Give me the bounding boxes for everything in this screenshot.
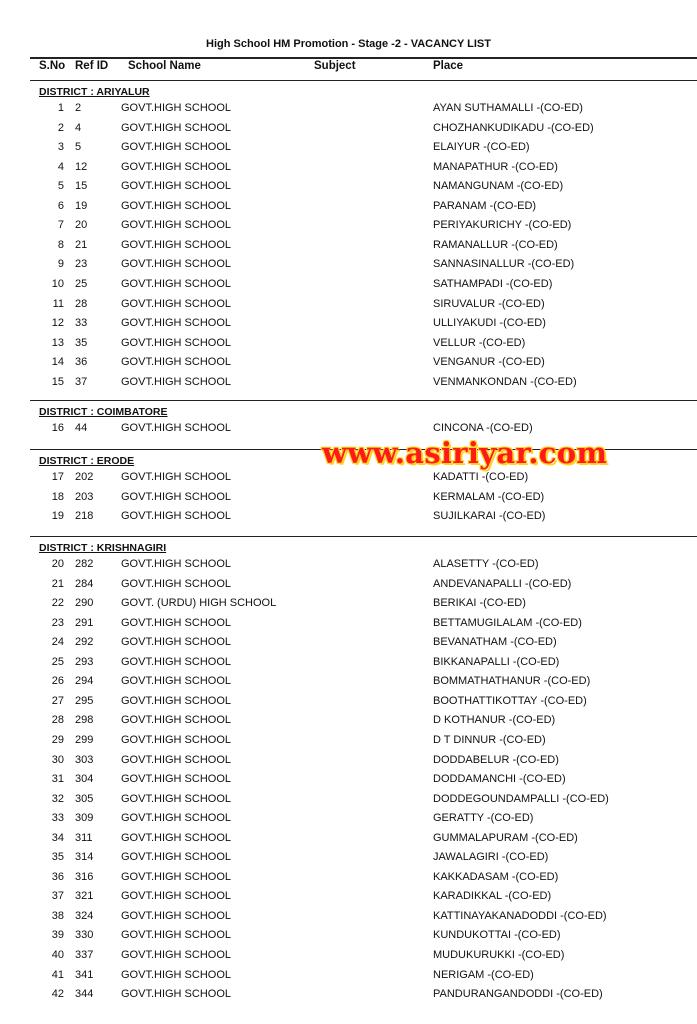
- table-row: [0, 714, 697, 729]
- cell-place: SANNASINALLUR -(CO-ED): [433, 258, 575, 271]
- cell-school-name: GOVT.HIGH SCHOOL: [121, 180, 232, 193]
- table-row: [0, 376, 697, 391]
- cell-school-name: GOVT.HIGH SCHOOL: [121, 929, 232, 942]
- table-row: [0, 491, 697, 506]
- cell-place: ALASETTY -(CO-ED): [433, 558, 539, 570]
- cell-ref-id: 21: [75, 238, 88, 251]
- cell-ref-id: 33: [75, 317, 88, 330]
- cell-place: VENGANUR -(CO-ED): [433, 356, 545, 369]
- cell-place: PERIYAKURICHY -(CO-ED): [433, 219, 572, 232]
- cell-place: SIRUVALUR -(CO-ED): [433, 297, 545, 310]
- cell-sno: 14: [51, 356, 64, 369]
- table-row: [0, 239, 697, 254]
- table-row: [0, 422, 697, 437]
- table-row: [0, 161, 697, 176]
- cell-sno: 15: [51, 375, 64, 388]
- cell-place: BERIKAI -(CO-ED): [433, 597, 526, 610]
- table-row: [0, 734, 697, 749]
- cell-ref-id: 203: [75, 490, 94, 503]
- cell-school-name: GOVT.HIGH SCHOOL: [121, 655, 232, 668]
- cell-sno: 40: [51, 949, 64, 961]
- cell-place: NAMANGUNAM -(CO-ED): [433, 180, 564, 193]
- cell-ref-id: 2: [75, 102, 82, 114]
- cell-sno: 21: [51, 577, 64, 590]
- column-header-place: Place: [433, 60, 464, 72]
- column-header-ref-id: Ref ID: [75, 60, 109, 72]
- cell-sno: 18: [51, 490, 64, 503]
- district-heading: DISTRICT : KRISHNAGIRI: [39, 542, 167, 554]
- cell-school-name: GOVT.HIGH SCHOOL: [121, 714, 232, 727]
- cell-place: ANDEVANAPALLI -(CO-ED): [433, 577, 572, 590]
- cell-place: DODDABELUR -(CO-ED): [433, 753, 559, 766]
- table-row: [0, 337, 697, 352]
- cell-sno: 6: [57, 199, 64, 212]
- table-row: [0, 102, 697, 117]
- cell-ref-id: 295: [75, 694, 94, 707]
- cell-sno: 42: [51, 988, 64, 1001]
- table-row: [0, 636, 697, 651]
- table-row: [0, 356, 697, 371]
- table-row: [0, 278, 697, 293]
- cell-school-name: GOVT.HIGH SCHOOL: [121, 831, 232, 844]
- table-row: [0, 695, 697, 710]
- cell-ref-id: 299: [75, 733, 94, 746]
- cell-ref-id: 305: [75, 792, 94, 805]
- cell-place: MUDUKURUKKI -(CO-ED): [433, 949, 565, 961]
- cell-sno: 11: [52, 297, 64, 310]
- table-row: [0, 851, 697, 866]
- cell-school-name: GOVT.HIGH SCHOOL: [121, 510, 232, 523]
- cell-sno: 12: [51, 317, 64, 330]
- cell-school-name: GOVT.HIGH SCHOOL: [121, 870, 232, 883]
- cell-sno: 38: [51, 909, 64, 922]
- table-row: [0, 258, 697, 273]
- table-row: [0, 793, 697, 808]
- cell-school-name: GOVT.HIGH SCHOOL: [121, 851, 232, 864]
- cell-school-name: GOVT.HIGH SCHOOL: [121, 636, 232, 649]
- cell-ref-id: 321: [75, 890, 94, 903]
- cell-sno: 33: [51, 812, 64, 825]
- cell-sno: 30: [51, 753, 64, 766]
- cell-sno: 24: [51, 636, 64, 649]
- table-row: [0, 558, 697, 573]
- cell-place: DODDAMANCHI -(CO-ED): [433, 773, 566, 786]
- cell-school-name: GOVT.HIGH SCHOOL: [121, 317, 232, 330]
- cell-school-name: GOVT.HIGH SCHOOL: [121, 219, 232, 232]
- cell-sno: 7: [57, 219, 64, 232]
- cell-sno: 16: [51, 422, 64, 434]
- cell-school-name: GOVT.HIGH SCHOOL: [121, 949, 232, 961]
- table-row: [0, 219, 697, 234]
- cell-school-name: GOVT.HIGH SCHOOL: [121, 616, 232, 629]
- cell-place: CINCONA -(CO-ED): [433, 422, 533, 434]
- cell-ref-id: 20: [75, 219, 88, 232]
- table-row: [0, 754, 697, 769]
- cell-ref-id: 15: [75, 180, 88, 193]
- cell-school-name: GOVT.HIGH SCHOOL: [121, 375, 232, 388]
- table-row: [0, 910, 697, 925]
- cell-sno: 17: [51, 471, 64, 483]
- cell-ref-id: 337: [75, 949, 94, 961]
- cell-ref-id: 291: [75, 616, 94, 629]
- cell-school-name: GOVT.HIGH SCHOOL: [121, 792, 232, 805]
- cell-ref-id: 284: [75, 577, 94, 590]
- table-row: [0, 988, 697, 1003]
- cell-school-name: GOVT.HIGH SCHOOL: [121, 694, 232, 707]
- cell-place: BIKKANAPALLI -(CO-ED): [433, 655, 560, 668]
- cell-place: ULLIYAKUDI -(CO-ED): [433, 317, 546, 330]
- cell-sno: 41: [51, 968, 64, 981]
- district-heading: DISTRICT : ARIYALUR: [39, 86, 150, 98]
- table-row: [0, 578, 697, 593]
- cell-sno: 36: [51, 870, 64, 883]
- column-header-school-name: School Name: [128, 60, 201, 72]
- cell-sno: 4: [57, 160, 64, 173]
- cell-place: JAWALAGIRI -(CO-ED): [433, 851, 549, 864]
- cell-place: KARADIKKAL -(CO-ED): [433, 890, 552, 903]
- table-row: [0, 317, 697, 332]
- cell-school-name: GOVT.HIGH SCHOOL: [121, 258, 232, 271]
- cell-sno: 27: [51, 694, 64, 707]
- cell-sno: 3: [57, 141, 64, 154]
- cell-sno: 22: [51, 597, 64, 610]
- table-header: [0, 60, 697, 76]
- cell-place: D T DINNUR -(CO-ED): [433, 733, 546, 746]
- cell-sno: 35: [51, 851, 64, 864]
- cell-place: ELAIYUR -(CO-ED): [433, 141, 530, 154]
- cell-place: SATHAMPADI -(CO-ED): [433, 277, 553, 290]
- cell-place: BEVANATHAM -(CO-ED): [433, 636, 557, 649]
- table-row: [0, 890, 697, 905]
- cell-ref-id: 12: [75, 160, 88, 173]
- cell-place: KUNDUKOTTAI -(CO-ED): [433, 929, 561, 942]
- cell-place: PARANAM -(CO-ED): [433, 199, 537, 212]
- cell-place: VENMANKONDAN -(CO-ED): [433, 375, 577, 388]
- cell-school-name: GOVT.HIGH SCHOOL: [121, 141, 232, 154]
- cell-sno: 2: [57, 121, 64, 134]
- cell-sno: 25: [51, 655, 64, 668]
- table-row: [0, 656, 697, 671]
- page-title: High School HM Promotion - Stage -2 - VACANCY LIST: [206, 38, 491, 50]
- table-row: [0, 949, 697, 964]
- cell-sno: 34: [51, 831, 64, 844]
- cell-place: SUJILKARAI -(CO-ED): [433, 510, 546, 523]
- cell-sno: 20: [51, 558, 64, 570]
- cell-ref-id: 28: [75, 297, 88, 310]
- table-row: [0, 969, 697, 984]
- cell-place: KATTINAYAKANADODDI -(CO-ED): [433, 909, 607, 922]
- table-row: [0, 180, 697, 195]
- cell-school-name: GOVT.HIGH SCHOOL: [121, 675, 232, 688]
- table-row: [0, 832, 697, 847]
- cell-sno: 31: [51, 773, 64, 786]
- cell-ref-id: 218: [75, 510, 94, 523]
- cell-sno: 39: [51, 929, 64, 942]
- cell-ref-id: 298: [75, 714, 94, 727]
- cell-school-name: GOVT.HIGH SCHOOL: [121, 336, 232, 349]
- table-row: [0, 675, 697, 690]
- table-row: [0, 617, 697, 632]
- cell-school-name: GOVT. (URDU) HIGH SCHOOL: [121, 597, 277, 610]
- cell-ref-id: 311: [75, 831, 93, 844]
- cell-ref-id: 303: [75, 753, 94, 766]
- cell-school-name: GOVT.HIGH SCHOOL: [121, 277, 232, 290]
- cell-ref-id: 35: [75, 336, 88, 349]
- cell-ref-id: 4: [75, 121, 82, 134]
- cell-place: MANAPATHUR -(CO-ED): [433, 160, 558, 173]
- cell-sno: 32: [51, 792, 64, 805]
- table-row: [0, 597, 697, 612]
- district-separator: [30, 536, 697, 537]
- cell-place: GERATTY -(CO-ED): [433, 812, 534, 825]
- cell-place: VELLUR -(CO-ED): [433, 336, 526, 349]
- cell-ref-id: 344: [75, 988, 94, 1001]
- cell-place: DODDEGOUNDAMPALLI -(CO-ED): [433, 792, 609, 805]
- cell-place: RAMANALLUR -(CO-ED): [433, 238, 558, 251]
- cell-sno: 26: [51, 675, 64, 688]
- cell-sno: 28: [51, 714, 64, 727]
- cell-ref-id: 25: [75, 277, 88, 290]
- cell-place: KADATTI -(CO-ED): [433, 471, 529, 483]
- column-header-sno: S.No: [39, 60, 66, 72]
- table-row: [0, 812, 697, 827]
- table-row: [0, 471, 697, 486]
- cell-sno: 10: [51, 277, 64, 290]
- cell-school-name: GOVT.HIGH SCHOOL: [121, 577, 232, 590]
- cell-place: GUMMALAPURAM -(CO-ED): [433, 831, 578, 844]
- cell-sno: 1: [57, 102, 64, 114]
- cell-sno: 9: [57, 258, 64, 271]
- table-row: [0, 773, 697, 788]
- cell-ref-id: 19: [75, 199, 88, 212]
- cell-ref-id: 5: [75, 141, 82, 154]
- cell-place: KAKKADASAM -(CO-ED): [433, 870, 559, 883]
- cell-ref-id: 23: [75, 258, 88, 271]
- cell-school-name: GOVT.HIGH SCHOOL: [121, 909, 232, 922]
- cell-place: NERIGAM -(CO-ED): [433, 968, 534, 981]
- cell-school-name: GOVT.HIGH SCHOOL: [121, 812, 232, 825]
- cell-school-name: GOVT.HIGH SCHOOL: [121, 199, 232, 212]
- cell-school-name: GOVT.HIGH SCHOOL: [121, 490, 232, 503]
- cell-place: D KOTHANUR -(CO-ED): [433, 714, 556, 727]
- cell-school-name: GOVT.HIGH SCHOOL: [121, 102, 232, 114]
- cell-ref-id: 290: [75, 597, 94, 610]
- cell-ref-id: 282: [75, 558, 94, 570]
- cell-ref-id: 309: [75, 812, 94, 825]
- cell-school-name: GOVT.HIGH SCHOOL: [121, 733, 232, 746]
- cell-school-name: GOVT.HIGH SCHOOL: [121, 753, 232, 766]
- cell-school-name: GOVT.HIGH SCHOOL: [121, 471, 232, 483]
- district-separator: [30, 400, 697, 401]
- table-row: [0, 510, 697, 525]
- cell-ref-id: 314: [75, 851, 94, 864]
- cell-school-name: GOVT.HIGH SCHOOL: [121, 968, 232, 981]
- cell-ref-id: 37: [75, 375, 88, 388]
- cell-sno: 29: [51, 733, 64, 746]
- cell-ref-id: 202: [75, 471, 94, 483]
- table-row: [0, 141, 697, 156]
- cell-school-name: GOVT.HIGH SCHOOL: [121, 558, 232, 570]
- cell-school-name: GOVT.HIGH SCHOOL: [121, 160, 232, 173]
- table-row: [0, 122, 697, 137]
- cell-sno: 13: [51, 336, 64, 349]
- cell-sno: 19: [51, 510, 64, 523]
- cell-ref-id: 330: [75, 929, 94, 942]
- cell-place: AYAN SUTHAMALLI -(CO-ED): [433, 102, 583, 114]
- cell-school-name: GOVT.HIGH SCHOOL: [121, 422, 232, 434]
- cell-sno: 37: [51, 890, 64, 903]
- cell-school-name: GOVT.HIGH SCHOOL: [121, 121, 232, 134]
- header-top-rule: [30, 57, 697, 59]
- cell-ref-id: 36: [75, 356, 88, 369]
- header-bottom-rule: [30, 80, 697, 81]
- cell-school-name: GOVT.HIGH SCHOOL: [121, 297, 232, 310]
- cell-ref-id: 293: [75, 655, 94, 668]
- cell-school-name: GOVT.HIGH SCHOOL: [121, 988, 232, 1001]
- cell-sno: 8: [57, 238, 64, 251]
- cell-ref-id: 341: [75, 968, 94, 981]
- cell-school-name: GOVT.HIGH SCHOOL: [121, 890, 232, 903]
- cell-place: BOOTHATTIKOTTAY -(CO-ED): [433, 694, 587, 707]
- cell-place: KERMALAM -(CO-ED): [433, 490, 545, 503]
- district-heading: DISTRICT : COIMBATORE: [39, 406, 168, 418]
- cell-school-name: GOVT.HIGH SCHOOL: [121, 238, 232, 251]
- cell-ref-id: 292: [75, 636, 94, 649]
- table-row: [0, 200, 697, 215]
- cell-ref-id: 294: [75, 675, 94, 688]
- cell-sno: 5: [57, 180, 64, 193]
- cell-school-name: GOVT.HIGH SCHOOL: [121, 356, 232, 369]
- cell-place: PANDURANGANDODDI -(CO-ED): [433, 988, 603, 1001]
- table-row: [0, 871, 697, 886]
- cell-place: BOMMATHATHANUR -(CO-ED): [433, 675, 591, 688]
- cell-place: BETTAMUGILALAM -(CO-ED): [433, 616, 582, 629]
- cell-sno: 23: [51, 616, 64, 629]
- cell-ref-id: 316: [75, 870, 94, 883]
- cell-ref-id: 324: [75, 909, 94, 922]
- table-row: [0, 929, 697, 944]
- district-heading: DISTRICT : ERODE: [39, 455, 135, 467]
- table-row: [0, 298, 697, 313]
- cell-place: CHOZHANKUDIKADU -(CO-ED): [433, 121, 594, 134]
- column-header-subject: Subject: [314, 60, 356, 72]
- cell-ref-id: 304: [75, 773, 94, 786]
- cell-ref-id: 44: [75, 422, 88, 434]
- watermark: www.asiriyar.com: [322, 436, 608, 470]
- cell-school-name: GOVT.HIGH SCHOOL: [121, 773, 232, 786]
